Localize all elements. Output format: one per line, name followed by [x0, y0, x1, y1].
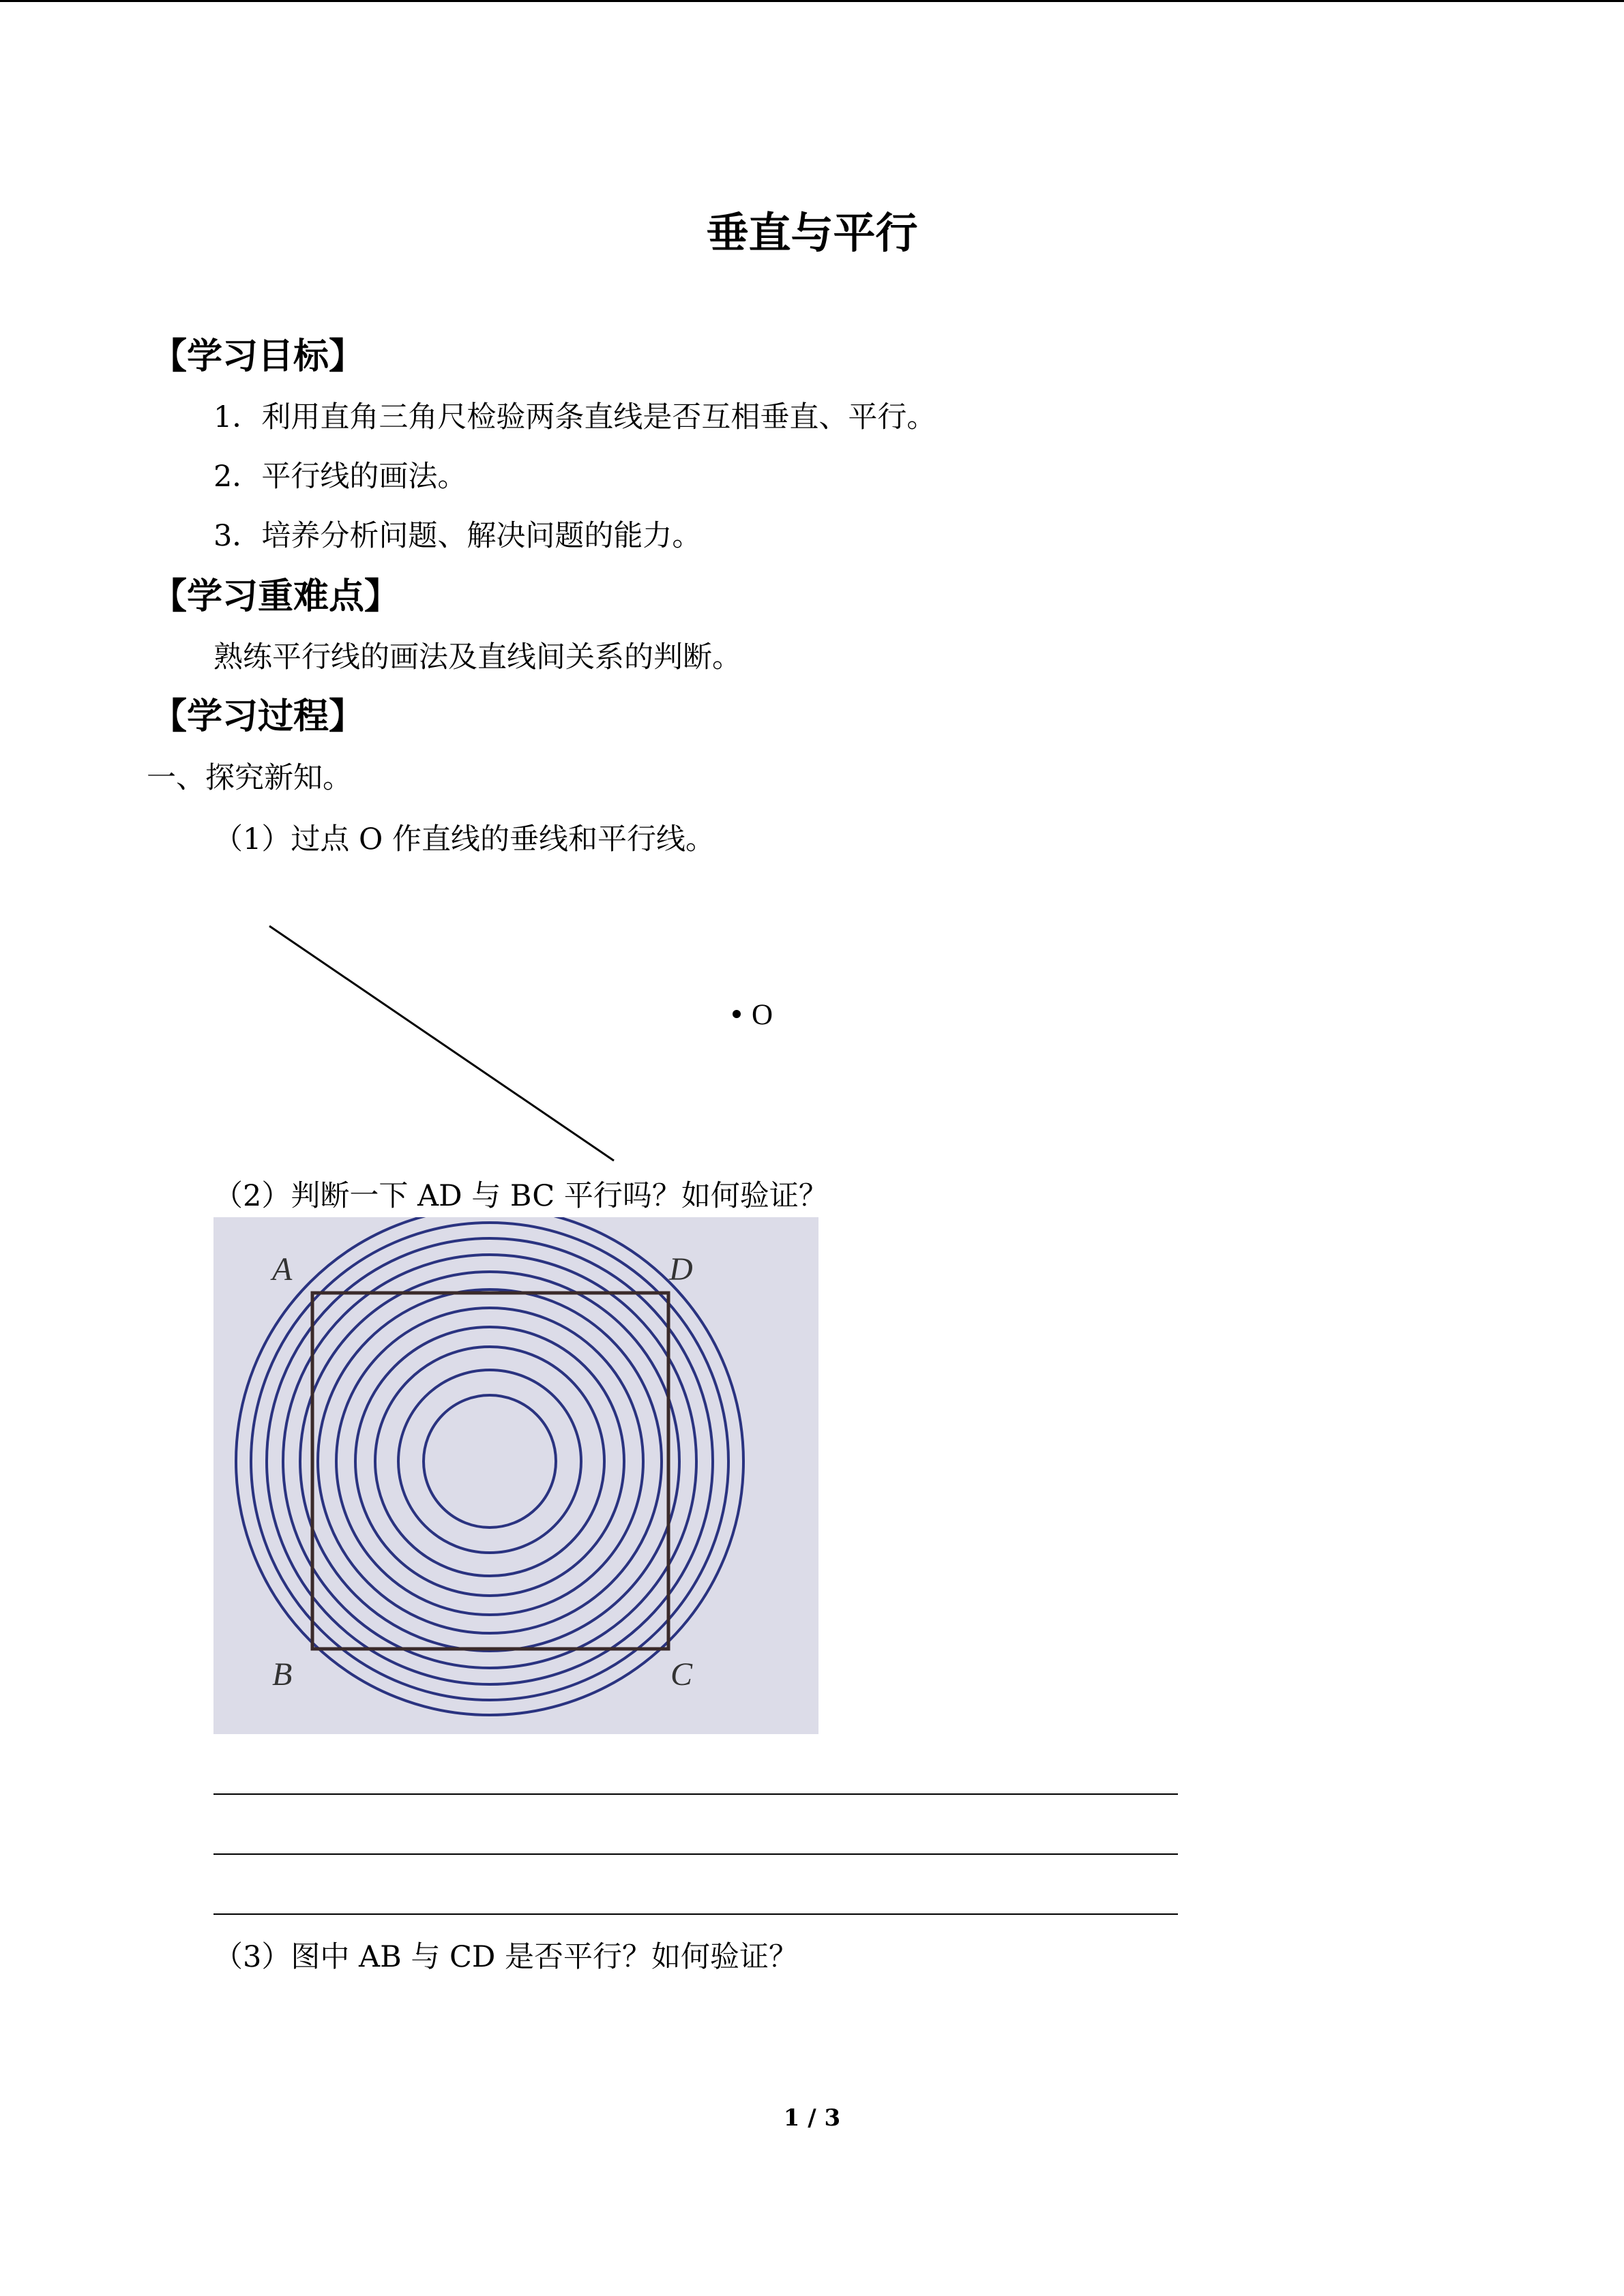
concentric-circles-figure	[213, 1217, 818, 1734]
page-number: 1 / 3	[783, 2104, 841, 2132]
goal-item-2: 2．平行线的画法。	[213, 460, 467, 494]
key-points-heading: 【学习重难点】	[151, 576, 400, 617]
point-o-label: O	[752, 999, 773, 1031]
question-2: （2）判断一下 AD 与 BC 平行吗？如何验证？	[213, 1179, 828, 1213]
goals-heading: 【学习目标】	[151, 336, 365, 377]
part-one-label: 一、探究新知。	[147, 761, 352, 795]
answer-line-2	[213, 1853, 1178, 1855]
question-3: （3）图中 AB 与 CD 是否平行？如何验证？	[213, 1940, 799, 1974]
answer-line-3	[213, 1913, 1178, 1915]
vertex-a-label: A	[272, 1251, 293, 1287]
concentric-circles-drawing	[213, 1217, 818, 1734]
point-o-dot	[733, 1010, 741, 1018]
given-line	[269, 926, 614, 1161]
key-points-text: 熟练平行线的画法及直线间关系的判断。	[213, 640, 741, 674]
vertex-c-label: C	[670, 1656, 693, 1693]
page-title: 垂直与平行	[706, 208, 918, 258]
process-heading: 【学习过程】	[151, 696, 365, 737]
goal-item-3: 3．培养分析问题、解决问题的能力。	[213, 519, 702, 553]
answer-line-1	[213, 1793, 1178, 1795]
line-and-point-figure	[259, 914, 818, 1173]
goal-item-1: 1．利用直角三角尺检验两条直线是否互相垂直、平行。	[213, 400, 936, 434]
top-border	[0, 0, 1624, 2]
question-1: （1）过点 O 作直线的垂线和平行线。	[213, 822, 715, 856]
vertex-d-label: D	[669, 1251, 693, 1287]
vertex-b-label: B	[272, 1656, 293, 1693]
